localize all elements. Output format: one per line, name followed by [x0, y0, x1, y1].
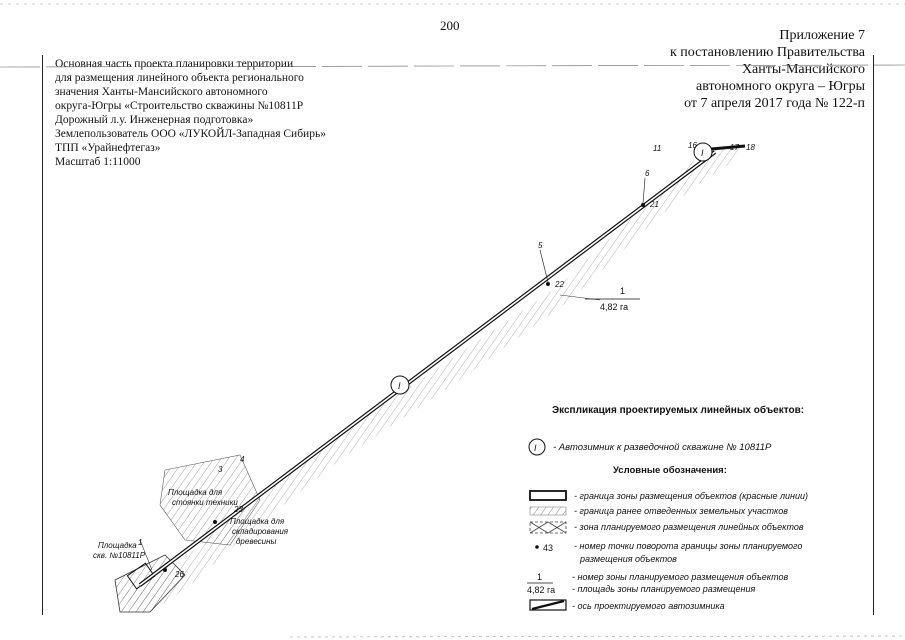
well-site-label-2: скв. №10811Р	[93, 551, 146, 560]
leader-5	[540, 250, 548, 282]
header-line-5: Дорожный л.у. Инженерная подготовка»	[55, 114, 254, 126]
legend-object-marker: I	[534, 443, 537, 453]
point-6: 6	[645, 169, 650, 178]
appendix-line-3: Ханты-Мансийского	[741, 62, 865, 77]
legend-point-text-2: размещения объектов	[580, 554, 677, 564]
point-26: 26	[175, 570, 184, 579]
timber-site-label-1: Площадка для	[230, 517, 285, 526]
point-18: 18	[746, 143, 755, 152]
turn-point-22	[546, 282, 550, 286]
well-site-label-1: Площадка	[98, 541, 137, 550]
legend-zone-area-text: - площадь зоны планируемого размещения	[572, 584, 756, 594]
legend-item-red-lines: - граница зоны размещения объектов (красные линии)	[574, 491, 809, 501]
point-21: 21	[650, 200, 659, 209]
zone-area-label: 4,82 га	[600, 302, 629, 312]
explication-title: Экспликация проектируемых линейных объектов:	[552, 405, 805, 416]
vehicle-site-label-2: стоянки техники	[172, 498, 238, 507]
point-16: 16	[688, 141, 697, 150]
scan-line-mid	[0, 65, 905, 67]
legend-object-text: - Автозимник к разведочной скважине № 10811Р	[553, 442, 772, 453]
timber-site-label-3: древесины	[236, 537, 277, 546]
legend-allotted-symbol	[530, 507, 566, 515]
point-4: 4	[240, 455, 245, 464]
well-site-area	[115, 555, 185, 612]
point-23: 23	[234, 505, 243, 514]
legend-item-allotted: - граница ранее отведенных земельных участков	[574, 506, 788, 516]
legend-zone-symbol	[530, 522, 566, 533]
turn-point-23	[213, 520, 217, 524]
legend-zone-number: 1	[537, 572, 543, 582]
legend-point-text-1: - номер точки поворота границы зоны планируемого	[574, 541, 803, 551]
turn-point-21	[641, 203, 645, 207]
point-5: 5	[538, 241, 543, 250]
header-line-6: Землепользователь ООО «ЛУКОЙЛ-Западная Сибирь»	[55, 128, 326, 140]
legend-item-zone: - зона планируемого размещения линейных объектов	[574, 522, 804, 532]
legend-zone-area: 4,82 га	[527, 585, 556, 595]
appendix-line-1: Приложение 7	[779, 28, 865, 43]
legend-point-number: 43	[543, 543, 554, 553]
legend-red-lines-symbol	[530, 491, 566, 500]
header-line-4: округа-Югры «Строительство скважины №10811Р	[55, 100, 304, 112]
legend-object-circle	[529, 439, 545, 455]
symbols-title: Условные обозначения:	[613, 465, 727, 476]
header-line-3: значения Ханты-Мансийского автономного	[55, 86, 268, 98]
scan-line-bottom	[290, 636, 905, 637]
timber-site-label-2: складирования	[232, 527, 289, 536]
point-1: 1	[138, 538, 143, 547]
road-axis-inner	[140, 152, 715, 585]
header-line-7: ТПП «Урайнефтегаз»	[55, 142, 161, 154]
point-3: 3	[218, 465, 223, 474]
leader-6	[643, 178, 645, 203]
vehicle-site-label-1: Площадка для	[168, 488, 223, 497]
header-line-8: Масштаб 1:11000	[55, 156, 141, 168]
header-line-1: Основная часть проекта планировки территории	[55, 58, 294, 70]
page-number: 200	[440, 18, 460, 33]
point-22: 22	[555, 280, 564, 289]
legend-zone-number-text: - номер зоны планируемого размещения объектов	[572, 572, 789, 582]
zone-marker-mid: I	[398, 381, 401, 391]
turn-point-26	[163, 568, 167, 572]
appendix-line-5: от 7 апреля 2017 года № 122-п	[684, 96, 865, 111]
appendix-line-4: автономного округа – Югры	[696, 79, 865, 94]
legend-point-dot	[535, 545, 539, 549]
zone-marker-end: I	[701, 148, 704, 158]
point-11: 11	[653, 144, 662, 153]
appendix-line-2: к постановлению Правительства	[669, 45, 865, 60]
header-line-2: для размещения линейного объекта регионального	[55, 72, 304, 84]
point-17: 17	[730, 143, 739, 152]
zone-number-label: 1	[620, 286, 626, 296]
legend-axis-text: - ось проектируемого автозимника	[572, 601, 725, 611]
